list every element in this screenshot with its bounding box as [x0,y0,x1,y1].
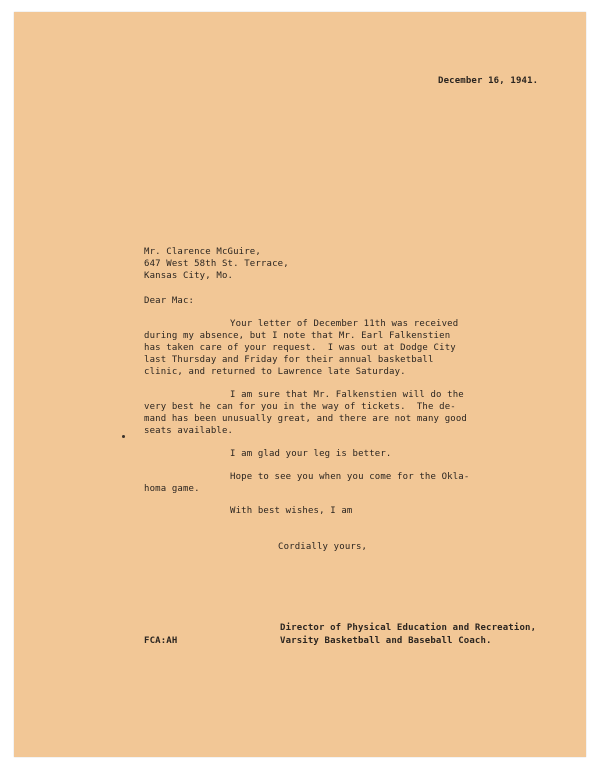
letter-page [14,12,586,757]
paragraph2-line4: seats available. [144,426,234,436]
paragraph1-line3: has taken care of your request. I was out at Dodge City [144,343,456,353]
paragraph5: With best wishes, I am [230,506,353,516]
paragraph1-line4: last Thursday and Friday for their annual basketball [144,355,434,365]
paragraph1-line5: clinic, and returned to Lawrence late Saturday. [144,367,406,377]
closing: Cordially yours, [278,542,368,552]
paragraph2-line3: mand has been unusually great, and there are not many good [144,414,467,424]
recipient-city: Kansas City, Mo. [144,271,234,281]
recipient-name: Mr. Clarence McGuire, [144,247,261,257]
signature-title-line2: Varsity Basketball and Baseball Coach. [280,636,492,646]
ink-dot [122,435,125,438]
paragraph1-line1: Your letter of December 11th was received [230,319,459,329]
paragraph2-line1: I am sure that Mr. Falkenstien will do the [230,390,464,400]
paragraph3: I am glad your leg is better. [230,449,392,459]
paragraph4-line2: homa game. [144,484,200,494]
signature-title-line1: Director of Physical Education and Recreation, [280,623,537,633]
paragraph1-line2: during my absence, but I note that Mr. Earl Falkenstien [144,331,451,341]
letter-date: December 16, 1941. [438,76,539,86]
typist-initials: FCA:AH [144,636,178,646]
recipient-street: 647 West 58th St. Terrace, [144,259,289,269]
paragraph2-line2: very best he can for you in the way of tickets. The de- [144,402,456,412]
salutation: Dear Mac: [144,296,195,306]
paragraph4-line1: Hope to see you when you come for the Okla- [230,472,470,482]
